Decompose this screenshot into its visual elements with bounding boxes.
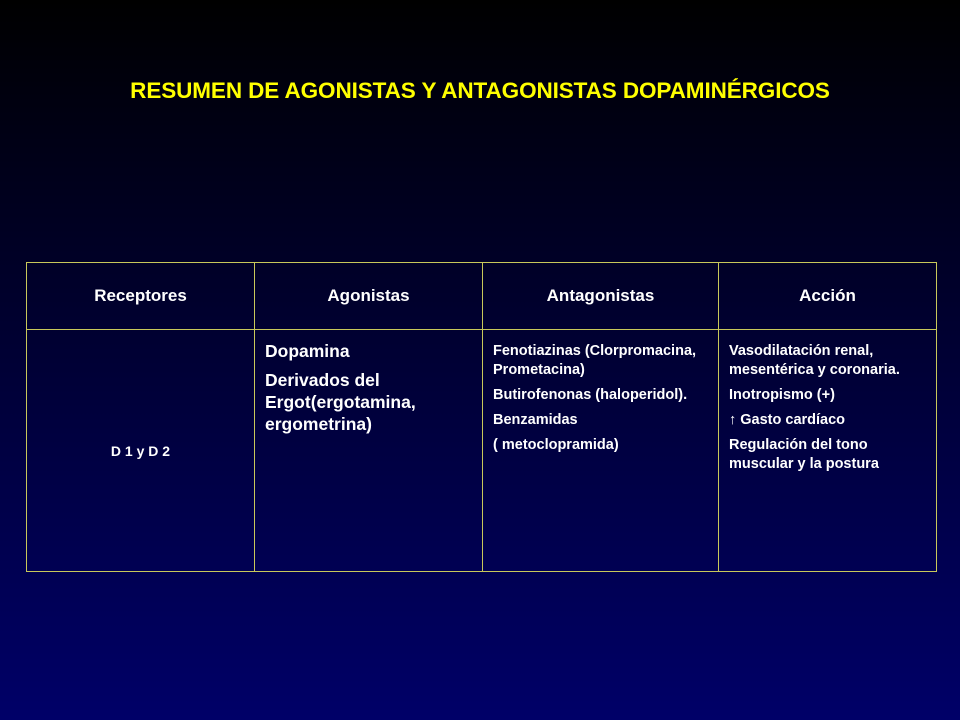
- summary-table: [26, 262, 937, 572]
- table-header-row: [27, 263, 937, 330]
- action-item: ↑ Gasto cardíaco: [729, 412, 846, 428]
- antagonist-item: ( metoclopramida): [493, 437, 619, 453]
- header-receptores: Receptores: [27, 263, 255, 330]
- action-item: Regulación del tono muscular y la postura: [729, 437, 879, 472]
- cell-receptores: D 1 y D 2: [27, 330, 255, 572]
- cell-agonistas: [255, 330, 483, 572]
- header-antagonistas: Antagonistas: [483, 263, 719, 330]
- action-item: Inotropismo (+): [729, 387, 835, 403]
- header-agonistas: Agonistas: [255, 263, 483, 330]
- slide-title: RESUMEN DE AGONISTAS Y ANTAGONISTAS DOPAMINÉRGICOS: [130, 78, 830, 103]
- header-accion: Acción: [719, 263, 937, 330]
- agonist-item: Derivados del Ergot(ergotamina, ergometrina): [265, 370, 416, 434]
- cell-antagonistas: [483, 330, 719, 572]
- cell-accion: [719, 330, 937, 572]
- table-row: [27, 330, 937, 572]
- antagonist-item: Benzamidas: [493, 412, 578, 428]
- antagonist-item: Fenotiazinas (Clorpromacina, Prometacina): [493, 343, 697, 378]
- agonist-item: Dopamina: [265, 341, 350, 361]
- antagonist-item: Butirofenonas (haloperidol).: [493, 387, 688, 403]
- action-item: Vasodilatación renal, mesentérica y coronaria.: [729, 343, 900, 378]
